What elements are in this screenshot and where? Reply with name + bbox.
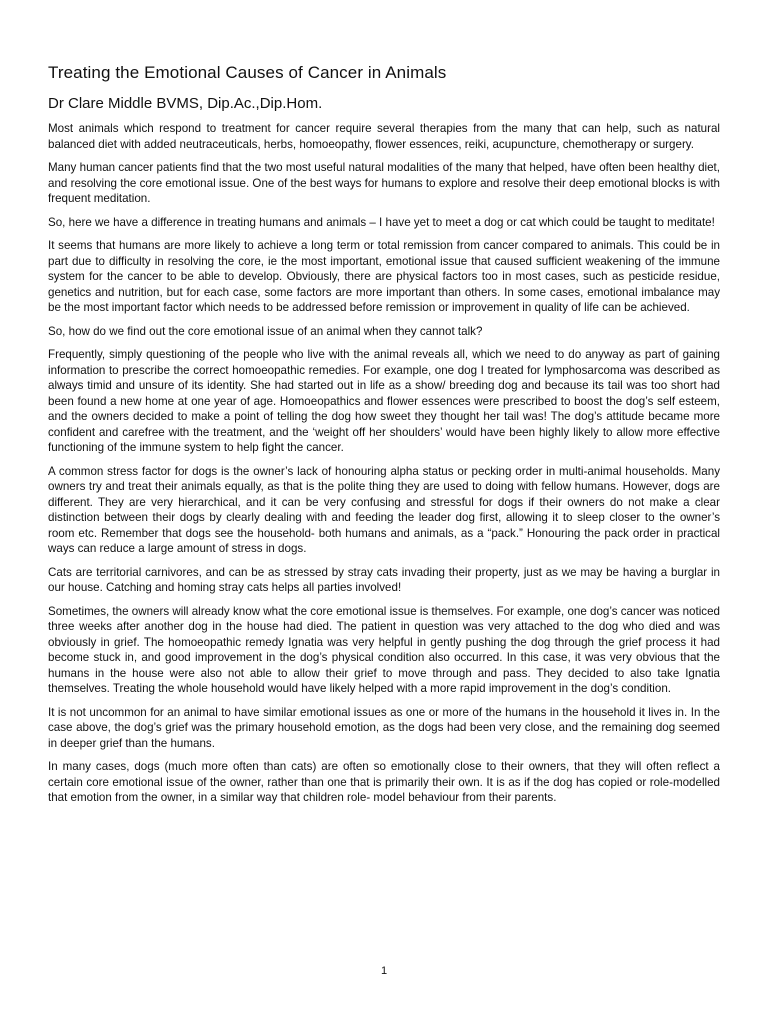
document-author: Dr Clare Middle BVMS, Dip.Ac.,Dip.Hom. — [48, 95, 323, 112]
paragraph: It seems that humans are more likely to achieve a long term or total remission from cancer compared to animals. This could be in part due to difficulty in resolving the core, ie the most important, emotional issue that caused sufficient weakening of the immune system for the cancer to be able to develop. Obviously, there are physical factors too in most cases, such as pesticide residue, genetics and nutrition, but for each case, some factors are more important than others. In some cases, emotional imbalance may be the most important factor which needs to be addressed before remission or improvement in quality of life can be achieved. — [48, 239, 720, 314]
paragraph: So, here we have a difference in treating humans and animals – I have yet to meet a dog or cat which could be taught to meditate! — [48, 215, 715, 229]
paragraph: Sometimes, the owners will already know what the core emotional issue is themselves. For example, one dog’s cancer was noticed three weeks after another dog in the house had died. The patient in question was very attached to the dog who died and was obviously in grief. The homoeopathic remedy Ignatia was very helpful in gently pushing the dog through the grief process it had become stuck in, and good improvement in the dog’s physical condition also occurred. In this case, it was very obvious that the humans in the house were also not able to allow their grief to move through and pass. They decided to also take Ignatia themselves. Treating the whole household would have likely helped with a more rapid improvement in the dog’s condition. — [48, 604, 720, 695]
document-body — [48, 121, 720, 806]
paragraph: Many human cancer patients find that the two most useful natural modalities of the many that helped, have often been healthy diet, and resolving the core emotional issue. One of the best ways for humans to explore and resolve their deep emotional blocks is with frequent meditation. — [48, 161, 720, 205]
document-title: Treating the Emotional Causes of Cancer in Animals — [48, 63, 447, 82]
paragraph: It is not uncommon for an animal to have similar emotional issues as one or more of the humans in the household it lives in. In the case above, the dog’s grief was the primary household emotion, as the dogs had been very close, and the remaining dog seemed in deeper grief than the humans. — [48, 705, 720, 750]
paragraph: So, how do we find out the core emotional issue of an animal when they cannot talk? — [48, 324, 483, 338]
paragraph: Cats are territorial carnivores, and can be as stressed by stray cats invading their property, just as we may be having a burglar in our house. Catching and homing stray cats helps all parties involved! — [48, 565, 720, 594]
paragraph: In many cases, dogs (much more often than cats) are often so emotionally close to their owners, that they will often reflect a certain core emotional issue of the owner, rather than one that is primarily their own. It is as if the dog has copied or role-modelled that emotion from the owner, in a similar way that children role- model behaviour from their parents. — [48, 760, 720, 804]
paragraph: Most animals which respond to treatment for cancer require several therapies from the many that can help, such as natural balanced diet with added neutraceuticals, herbs, homoeopathy, flower essences, reiki, acupuncture, chemotherapy or surgery. — [48, 122, 720, 151]
paragraph: A common stress factor for dogs is the owner’s lack of honouring alpha status or pecking order in multi-animal households. Many owners try and treat their animals equally, as that is the polite thing they are used to doing with fellow humans. However, dogs are different. They are very hierarchical, and it can be very confusing and stressful for dogs if their owners do not make a clear distinction between their dogs by clearly dealing with and feeding the leader dog first, allowing it to sleep closer to the owner’s room etc. Remember that dogs see the household- both humans and animals, as a “pack.” Honouring the pack order in practical ways can reduce a large amount of stress in dogs. — [48, 464, 720, 555]
paragraph: Frequently, simply questioning of the people who live with the animal reveals all, which we need to do anyway as part of gaining information to prescribe the correct homoeopathic remedies. For example, one dog I treated for lymphosarcoma was described as always timid and unsure of its identity. She had started out in life as a show/ breeding dog and because its tail was too short had been found a new home at one year of age. Homoeopathics and flower essences were prescribed to boost the dog’s self esteem, and the owners decided to make a point of telling the dog how sweet they thought her tail was! The dog’s attitude became more confident and carefree with the treatment, and the ‘weight off her shoulders’ would have been highly likely to allow more effective functioning of the immune system to help fight the cancer. — [48, 348, 720, 454]
page-number: 1 — [380, 965, 388, 977]
